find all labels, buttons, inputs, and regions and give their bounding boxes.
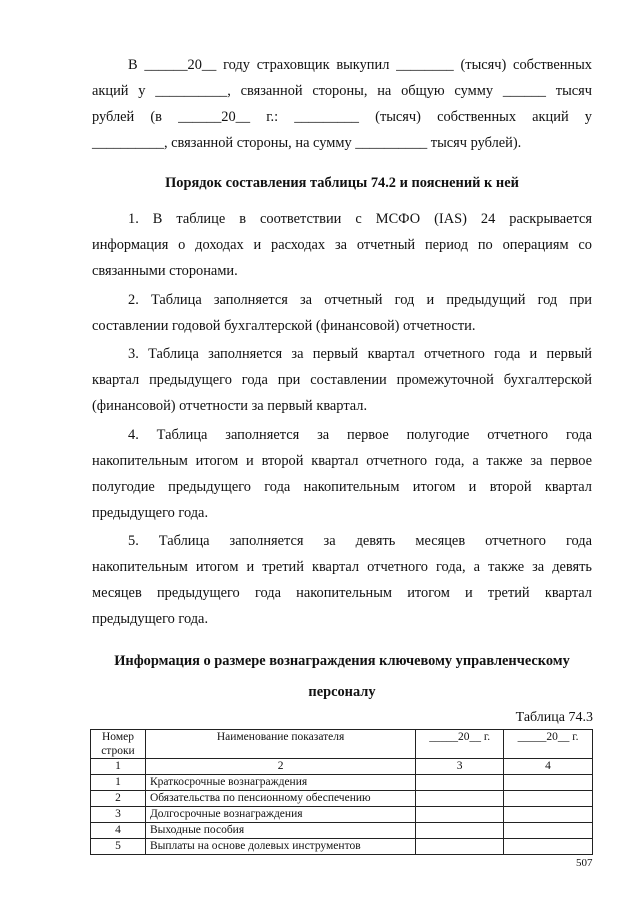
- row-number: 4: [91, 823, 146, 839]
- column-number: 1: [91, 759, 146, 775]
- row-value-period-1: [416, 807, 504, 823]
- paragraph-line: акций у __________, связанной стороны, на общую сумму ______ тысяч: [92, 83, 592, 99]
- header-row-number: Номер строки: [91, 730, 146, 759]
- item-line: полугодие предыдущего года накопительным итогом и второй квартал: [92, 479, 592, 495]
- row-number: 1: [91, 775, 146, 791]
- table-header-row: [91, 730, 593, 759]
- header-period-1: _____20__ г.: [416, 730, 504, 759]
- table-row: [91, 839, 593, 855]
- item-line: (финансовой) отчетности за первый квартал.: [92, 398, 368, 414]
- row-value-period-1: [416, 823, 504, 839]
- item-line: 2. Таблица заполняется за отчетный год и предыдущий год при: [128, 292, 592, 308]
- item-line: 3. Таблица заполняется за первый квартал отчетного года и первый: [128, 346, 592, 362]
- item-1: [92, 206, 592, 284]
- row-indicator: Выходные пособия: [145, 823, 415, 839]
- row-number: 5: [91, 839, 146, 855]
- item-3: [92, 341, 592, 419]
- table-heading-line-1: Информация о размере вознаграждения ключевому управленческому: [114, 653, 570, 669]
- item-line: накопительным итогом и второй квартал отчетного года, а также за первое: [92, 453, 592, 469]
- column-number: 3: [416, 759, 504, 775]
- row-number: 3: [91, 807, 146, 823]
- item-line: связанными сторонами.: [92, 263, 238, 279]
- item-line: предыдущего года.: [92, 611, 209, 627]
- row-value-period-2: [504, 791, 593, 807]
- header-period-2: _____20__ г.: [504, 730, 593, 759]
- paragraph-line: рублей (в ______20__ г.: _________ (тысяч) собственных акций у: [92, 109, 592, 125]
- table-row: [91, 791, 593, 807]
- row-indicator: Долгосрочные вознаграждения: [145, 807, 415, 823]
- item-4: [92, 422, 592, 526]
- item-line: накопительным итогом и третий квартал отчетного года, а также за девять: [92, 559, 592, 575]
- section-heading: Порядок составления таблицы 74.2 и пояснений к ней: [165, 175, 519, 191]
- table-heading-line-2: персоналу: [308, 684, 376, 700]
- row-indicator: Обязательства по пенсионному обеспечению: [145, 791, 415, 807]
- column-number: 4: [504, 759, 593, 775]
- row-value-period-1: [416, 775, 504, 791]
- table-row: [91, 775, 593, 791]
- page-number: 507: [576, 857, 593, 869]
- row-value-period-2: [504, 775, 593, 791]
- item-5: [92, 528, 592, 632]
- item-2: [92, 287, 592, 339]
- item-line: предыдущего года.: [92, 505, 209, 521]
- header-indicator-name: Наименование показателя: [145, 730, 415, 759]
- item-line: 1. В таблице в соответствии с МСФО (IAS) 24 раскрывается: [128, 211, 592, 227]
- row-value-period-1: [416, 791, 504, 807]
- column-number-row: [91, 759, 593, 775]
- paragraph-share-buyback: [92, 52, 592, 156]
- paragraph-line: В ______20__ году страховщик выкупил ________ (тысяч) собственных: [128, 57, 592, 73]
- item-line: квартал предыдущего года при составлении промежуточной бухгалтерской: [92, 372, 592, 388]
- remuneration-table: [90, 729, 593, 855]
- row-value-period-2: [504, 807, 593, 823]
- table-row: [91, 823, 593, 839]
- row-indicator: Выплаты на основе долевых инструментов: [145, 839, 415, 855]
- column-number: 2: [145, 759, 415, 775]
- item-line: составлении годовой бухгалтерской (финансовой) отчетности.: [92, 318, 476, 334]
- item-line: 5. Таблица заполняется за девять месяцев отчетного года: [128, 533, 592, 549]
- table-row: [91, 807, 593, 823]
- row-indicator: Краткосрочные вознаграждения: [145, 775, 415, 791]
- row-value-period-2: [504, 839, 593, 855]
- paragraph-line: __________, связанной стороны, на сумму __________ тысяч рублей).: [92, 135, 522, 151]
- row-value-period-2: [504, 823, 593, 839]
- item-line: информация о доходах и расходах за отчетный период по операциям со: [92, 237, 592, 253]
- row-value-period-1: [416, 839, 504, 855]
- row-number: 2: [91, 791, 146, 807]
- item-line: 4. Таблица заполняется за первое полугодие отчетного года: [128, 427, 592, 443]
- table-caption: Таблица 74.3: [515, 710, 593, 725]
- item-line: месяцев предыдущего года накопительным итогом и третий квартал: [92, 585, 592, 601]
